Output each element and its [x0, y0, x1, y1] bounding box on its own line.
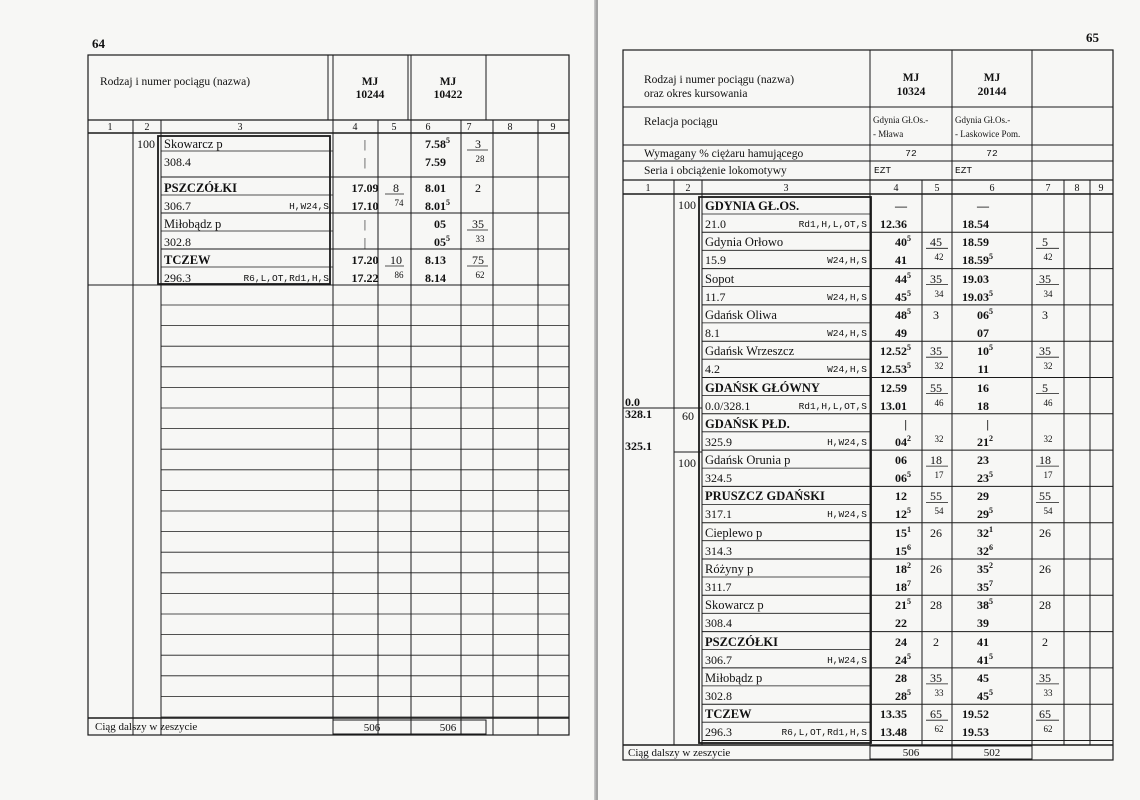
column-number: 1 [107, 122, 113, 133]
footer-value: 506 [439, 722, 457, 734]
running-minutes: 32 [1043, 361, 1053, 372]
time-departure: 17.10 [351, 199, 379, 213]
station-name: PRUSZCZ GDAŃSKI [705, 489, 825, 504]
time-departure [854, 218, 914, 230]
time-arrival: | [363, 137, 367, 151]
column-number: 1 [645, 183, 651, 194]
time-main: 05 [434, 217, 446, 231]
running-minutes: 26 [1039, 525, 1051, 540]
running-minutes: 26 [930, 562, 942, 576]
time-main: 7.58 [425, 137, 446, 151]
running-minutes: 55 [930, 489, 942, 504]
time-main: 12.52 [880, 344, 907, 359]
station-km: 0.0/328.1 [705, 398, 751, 413]
route-to: - Mława [873, 129, 904, 139]
running-minutes: 10 [390, 253, 402, 267]
time-arrival [936, 454, 996, 466]
station-codes: W24,H,S [827, 291, 867, 303]
time-arrival: 17.20 [351, 253, 379, 267]
time-arrival: $38^5$ [977, 597, 993, 613]
time-departure [854, 327, 914, 339]
running-minutes: 65 [1039, 707, 1051, 722]
time-main: 12 [895, 489, 907, 504]
column-number: 9 [1098, 183, 1104, 194]
time-main: 22 [895, 616, 907, 631]
time-departure: $12^5$ [895, 506, 911, 522]
time-arrival [854, 200, 914, 212]
header-label-period: oraz okres kursowania [644, 88, 748, 100]
station-name: TCZEW [164, 253, 211, 267]
station-name: Miłobądz p [705, 670, 763, 685]
column-number: 7 [466, 122, 472, 133]
time-main: 13.35 [880, 707, 907, 722]
running-minutes: 62 [934, 724, 944, 735]
station-km: 311.7 [705, 580, 732, 594]
station-km: 314.3 [705, 543, 732, 558]
time-arrival: $40^5$ [895, 234, 911, 250]
station-km: 324.5 [705, 471, 732, 486]
station-codes: H,W24,S [827, 509, 867, 521]
time-main: 05 [434, 235, 446, 249]
time-main: 18 [895, 562, 907, 576]
time-main: 12.59 [880, 380, 907, 395]
time-main: 40 [895, 235, 907, 250]
loco-label: Seria i obciążenie lokomotywy [644, 165, 787, 177]
time-main: 24 [895, 634, 907, 649]
time-main: 19.52 [962, 707, 989, 722]
time-departure: | [363, 155, 367, 169]
time-arrival: $44^5$ [895, 270, 911, 286]
footer-label: Ciąg dalszy w zeszycie [95, 721, 198, 733]
relacja-label: Relacja pociągu [644, 116, 718, 128]
time-main: 39 [977, 616, 989, 631]
running-minutes: 5 [1042, 235, 1048, 250]
station-km: 8.1 [705, 325, 720, 340]
running-minutes: 5 [1042, 380, 1048, 395]
time-departure: $06^5$ [895, 470, 911, 486]
time-departure: 19.03$^5$ [962, 288, 993, 304]
station-codes: R6,L,OT,Rd1,H,S [243, 273, 329, 284]
station-codes: H,W24,S [827, 436, 867, 448]
time-arrival [854, 418, 914, 430]
station-km: 15.9 [705, 253, 726, 268]
running-minutes: 18 [930, 453, 942, 468]
time-arrival: 7.58$^5$ [425, 136, 450, 151]
time-main: 24 [895, 652, 907, 667]
time-main: 18 [895, 580, 907, 594]
speed-limit: 60 [682, 409, 694, 423]
time-main: 28 [895, 688, 907, 703]
station-name: GDYNIA GŁ.OS. [705, 199, 800, 213]
running-minutes: 26 [930, 525, 942, 540]
time-main: 45 [895, 289, 907, 304]
time-main: 49 [895, 325, 907, 340]
time-main: 29 [977, 489, 989, 504]
running-minutes: 45 [930, 235, 942, 250]
time-main: 41 [977, 652, 989, 667]
station-codes: W24,H,S [827, 327, 867, 339]
running-minutes: 28 [930, 598, 942, 613]
time-arrival [936, 273, 996, 285]
route-from: Gdynia Gł.Os.- [955, 115, 1011, 125]
time-arrival: | [363, 217, 367, 231]
time-departure: $41^5$ [977, 651, 993, 667]
column-number: 2 [144, 122, 150, 133]
footer-value: 506 [902, 747, 920, 759]
time-departure: $23^5$ [977, 470, 993, 486]
brake-percent: 72 [905, 148, 917, 159]
time-arrival: $15^1$ [895, 524, 911, 540]
route-to: - Laskowice Pom. [955, 129, 1021, 139]
time-main: 18.59 [962, 253, 989, 268]
time-main: 19.03 [962, 271, 989, 286]
speed-limit: 100 [678, 456, 696, 470]
time-departure: 18.59$^5$ [962, 252, 993, 268]
time-main: 18.54 [962, 217, 989, 231]
time-arrival [936, 490, 996, 502]
time-main: 18 [977, 398, 989, 413]
time-departure [854, 617, 914, 629]
route-from: Gdynia Gł.Os.- [873, 115, 929, 125]
time-departure: $05^5$ [434, 234, 450, 249]
time-main: 04 [895, 434, 907, 449]
train-type: MJ [361, 76, 379, 88]
time-main: 12.53 [880, 362, 907, 377]
running-minutes: 8 [393, 181, 399, 195]
running-minutes: 35 [472, 217, 484, 231]
running-minutes: 35 [1039, 344, 1051, 359]
time-main: 8.01 [425, 199, 446, 213]
time-arrival: 12.52$^5$ [880, 343, 911, 359]
running-minutes: 62 [1043, 724, 1053, 735]
time-main: 11 [977, 362, 989, 377]
running-minutes: 34 [1043, 288, 1053, 299]
station-km: 325.9 [705, 434, 732, 449]
time-arrival: 17.09 [351, 181, 379, 195]
time-main: 15 [895, 543, 907, 558]
time-main: 06 [977, 307, 989, 322]
column-number: 8 [1074, 183, 1080, 194]
time-departure [936, 218, 996, 230]
running-minutes: 46 [934, 397, 944, 408]
station-km: 317.1 [705, 507, 732, 522]
train-number: 10422 [433, 89, 463, 101]
station-codes: Rd1,H,L,OT,S [798, 400, 867, 412]
running-minutes: 54 [934, 506, 944, 517]
station-km: 308.4 [164, 155, 191, 169]
running-minutes: 2 [475, 181, 481, 195]
time-arrival: $32^1$ [977, 524, 993, 540]
station-name: Gdynia Orłowo [705, 235, 784, 250]
time-departure: $04^2$ [895, 433, 911, 449]
running-minutes: 42 [1043, 252, 1053, 263]
time-departure: 12.53$^5$ [880, 361, 911, 377]
station-name: PSZCZÓŁKI [705, 634, 778, 649]
running-minutes: 28 [1039, 598, 1051, 613]
running-minutes: 86 [394, 270, 404, 280]
time-main: 8.01 [425, 181, 446, 195]
time-arrival [936, 672, 996, 684]
time-main: 06 [895, 471, 907, 486]
header-label: Rodzaj i numer pociągu (nazwa) [644, 74, 795, 86]
train-number: 10244 [355, 89, 385, 101]
time-departure: $35^7$ [977, 579, 993, 594]
km-marker: 0.0 [625, 395, 640, 409]
time-main: 41 [895, 253, 907, 268]
time-departure [936, 400, 996, 412]
train-type: MJ [439, 76, 457, 88]
running-minutes: 3 [933, 307, 939, 322]
time-main: 8.13 [425, 253, 446, 267]
time-arrival [936, 708, 996, 720]
time-main: 28 [895, 670, 907, 685]
time-arrival: $10^5$ [977, 343, 993, 359]
running-minutes: 2 [1042, 634, 1048, 649]
time-main: 35 [977, 580, 989, 594]
running-minutes: 17 [934, 470, 944, 481]
time-main: 48 [895, 307, 907, 322]
station-km: 308.4 [705, 616, 732, 631]
brake-percent: 72 [986, 148, 998, 159]
time-main: 45 [977, 688, 989, 703]
station-name: Różyny p [705, 562, 754, 576]
time-main: 13.01 [880, 398, 907, 413]
running-minutes: 28 [475, 154, 485, 164]
time-arrival [936, 636, 996, 648]
time-main: 45 [977, 670, 989, 685]
brake-label: Wymagany % ciężaru hamującego [644, 148, 804, 160]
time-main: 41 [977, 634, 989, 649]
time-departure [936, 363, 996, 375]
time-arrival [936, 418, 996, 430]
time-departure [936, 726, 996, 738]
running-minutes: 18 [1039, 453, 1051, 468]
time-main: 32 [977, 525, 989, 540]
time-arrival: $48^5$ [895, 306, 911, 322]
speed-limit: 100 [137, 137, 155, 151]
station-codes: W24,H,S [827, 364, 867, 376]
station-km: 296.3 [164, 271, 191, 285]
station-name: Skowarcz p [705, 598, 764, 613]
speed-limit: 100 [678, 198, 696, 212]
time-main: — [977, 199, 989, 213]
column-number: 2 [685, 183, 691, 194]
time-arrival: $35^2$ [977, 561, 993, 576]
column-number: 6 [425, 122, 431, 133]
station-name: Cieplewo p [705, 525, 763, 540]
station-km: 4.2 [705, 362, 720, 377]
time-main: 7.59 [425, 155, 446, 169]
column-number: 5 [391, 122, 397, 133]
column-number: 5 [934, 183, 940, 194]
km-marker: 325.1 [625, 439, 652, 453]
footer-value: 502 [983, 747, 1001, 759]
station-km: 296.3 [705, 725, 732, 740]
time-departure: $18^7$ [895, 579, 911, 594]
time-departure: 8.01$^5$ [425, 198, 450, 213]
station-codes: W24,H,S [827, 255, 867, 267]
station-codes: Rd1,H,L,OT,S [798, 219, 867, 230]
time-main: 07 [977, 325, 989, 340]
train-number: 10324 [896, 86, 926, 98]
time-main: 06 [895, 453, 907, 468]
running-minutes: 32 [934, 361, 944, 372]
running-minutes: 35 [1039, 271, 1051, 286]
time-departure: $15^6$ [895, 542, 911, 558]
time-main: 10 [977, 344, 989, 359]
running-minutes: 33 [475, 234, 485, 244]
loco-series: EZT [874, 165, 892, 176]
time-main: 13.48 [880, 725, 907, 740]
footer-label: Ciąg dalszy w zeszycie [628, 747, 731, 759]
footer-value: 506 [363, 722, 381, 734]
time-departure: $21^2$ [977, 433, 993, 449]
time-departure: $29^5$ [977, 506, 993, 522]
running-minutes: 35 [930, 344, 942, 359]
time-main: — [895, 199, 907, 213]
column-number: 7 [1045, 183, 1051, 194]
time-arrival [936, 200, 996, 212]
train-number: 20144 [977, 86, 1007, 98]
column-number: 3 [783, 183, 789, 194]
station-km: 21.0 [705, 217, 726, 231]
time-departure: $45^5$ [895, 288, 911, 304]
time-main: 16 [977, 380, 989, 395]
running-minutes: 34 [934, 288, 944, 299]
station-codes: H,W24,S [289, 201, 329, 212]
station-name: Gdańsk Oliwa [705, 307, 777, 322]
station-km: 302.8 [705, 688, 732, 703]
running-minutes: 75 [472, 253, 484, 267]
running-minutes: 33 [934, 687, 944, 698]
station-km: 306.7 [164, 199, 191, 213]
running-minutes: 26 [1039, 562, 1051, 576]
running-minutes: 35 [1039, 670, 1051, 685]
column-number: 4 [352, 122, 358, 133]
station-km: 302.8 [164, 235, 191, 249]
running-minutes: 17 [1043, 470, 1053, 481]
train-type: MJ [983, 72, 1001, 84]
running-minutes: 55 [1039, 489, 1051, 504]
station-name: Miłobądz p [164, 217, 222, 231]
running-minutes: 2 [933, 634, 939, 649]
column-number: 3 [237, 122, 243, 133]
station-name: Gdańsk Wrzeszcz [705, 344, 795, 359]
time-main: 19.03 [962, 289, 989, 304]
time-main: 8.14 [425, 271, 446, 285]
time-main: 38 [977, 598, 989, 613]
time-main: 23 [977, 471, 989, 486]
time-main: 44 [895, 271, 907, 286]
page-number: 65 [1086, 30, 1099, 45]
page-number: 64 [92, 36, 105, 51]
time-departure: $32^6$ [977, 542, 993, 558]
time-main: 35 [977, 562, 989, 576]
time-main: 15 [895, 525, 907, 540]
running-minutes: 46 [1043, 397, 1053, 408]
time-departure: $24^5$ [895, 651, 911, 667]
running-minutes: 35 [930, 670, 942, 685]
column-number: 8 [507, 122, 513, 133]
running-minutes: 62 [475, 270, 485, 280]
station-km: 306.7 [705, 652, 732, 667]
train-type: MJ [902, 72, 920, 84]
time-departure [936, 327, 996, 339]
time-main: 29 [977, 507, 989, 522]
time-departure: $28^5$ [895, 687, 911, 703]
time-main: 21 [977, 434, 989, 449]
station-km: 11.7 [705, 289, 726, 304]
running-minutes: 32 [934, 433, 944, 444]
station-name: TCZEW [705, 707, 752, 722]
running-minutes: 32 [1043, 433, 1053, 444]
time-departure: $45^5$ [977, 687, 993, 703]
time-main: 21 [895, 598, 907, 613]
station-name: GDAŃSK PŁD. [705, 416, 790, 431]
time-main: | [904, 416, 907, 431]
station-name: Skowarcz p [164, 137, 223, 151]
time-main: 12.36 [880, 217, 907, 231]
running-minutes: 74 [394, 198, 404, 208]
station-name: GDAŃSK GŁÓWNY [705, 380, 820, 395]
time-departure: | [363, 235, 367, 249]
time-departure: 17.22 [351, 271, 379, 285]
time-main: 19.53 [962, 725, 989, 740]
time-main: 18.59 [962, 235, 989, 250]
running-minutes: 33 [1043, 687, 1053, 698]
time-main: 23 [977, 453, 989, 468]
running-minutes: 3 [475, 137, 481, 151]
time-arrival: $18^2$ [895, 561, 911, 576]
time-departure [936, 617, 996, 629]
running-minutes: 35 [930, 271, 942, 286]
time-arrival: $06^5$ [977, 306, 993, 322]
column-number: 9 [550, 122, 556, 133]
time-main: 32 [977, 543, 989, 558]
header-label: Rodzaj i numer pociągu (nazwa) [100, 76, 251, 88]
running-minutes: 3 [1042, 307, 1048, 322]
station-codes: H,W24,S [827, 654, 867, 666]
running-minutes: 65 [930, 707, 942, 722]
station-name: Sopot [705, 271, 735, 286]
station-name: Gdańsk Orunia p [705, 453, 791, 468]
loco-series: EZT [955, 165, 973, 176]
station-codes: R6,L,OT,Rd1,H,S [781, 727, 867, 739]
station-name: PSZCZÓŁKI [164, 181, 237, 195]
time-arrival [936, 236, 996, 248]
time-arrival [936, 382, 996, 394]
time-arrival: $21^5$ [895, 597, 911, 613]
running-minutes: 42 [934, 252, 944, 263]
time-main: | [986, 416, 989, 431]
km-marker: 328.1 [625, 407, 652, 421]
time-main: 12 [895, 507, 907, 522]
column-number: 6 [989, 183, 995, 194]
right-page [598, 0, 1140, 800]
column-number: 4 [893, 183, 899, 194]
running-minutes: 55 [930, 380, 942, 395]
running-minutes: 54 [1043, 506, 1053, 517]
